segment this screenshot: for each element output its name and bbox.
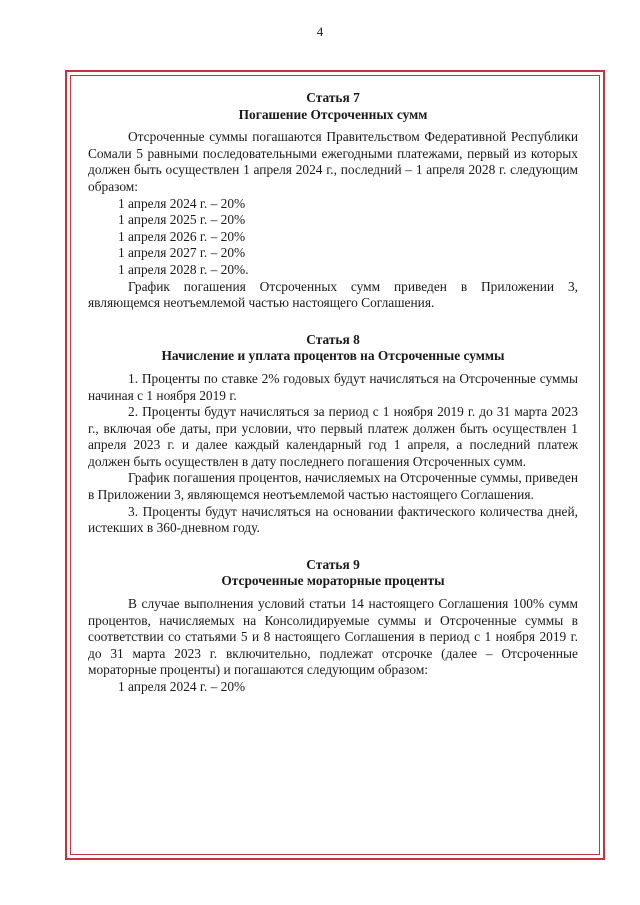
article-7-title: Погашение Отсроченных сумм [238, 106, 428, 122]
page-number: 4 [316, 24, 324, 39]
article-8-paragraph-2: 2. Проценты будут начисляться за период с 1 ноября 2019 г. до 31 марта 2023 г., включая обе даты, при условии, что первый платеж должен быть осуществлен 1 апреля 2023 г. и далее каждый календарный год 1 апреля, а последний платеж должен быть осуществлен в дату последнего погашения Отсроченных сумм. [88, 404, 578, 469]
article-7-paragraph-2: График погашения Отсроченных сумм приведен в Приложении 3, являющемся неотъемлемой частью настоящего Соглашения. [88, 278, 578, 311]
article-9 [88, 557, 578, 696]
schedule-line: 1 апреля 2028 г. – 20%. [118, 261, 249, 277]
document-body [88, 90, 578, 696]
article-8-paragraph-4: 3. Проценты будут начисляться на основании фактического количества дней, истекших в 360-дневном году. [88, 503, 578, 536]
article-7-paragraph-1: Отсроченные суммы погашаются Правительством Федеративной Республики Сомали 5 равными последовательными ежегодными платежами, первый из которых должен быть осуществлен 1 апреля 2024 г., последний – 1 апреля 2028 г. следующим образом: [88, 129, 578, 194]
article-9-paragraph-1: В случае выполнения условий статьи 14 настоящего Соглашения 100% сумм процентов, начисляемых на Консолидируемые суммы и Отсроченные суммы в соответствии со статьями 5 и 8 настоящего Соглашения в период с 1 ноября 2019 г. до 31 марта 2023 г. включительно, подлежат отсрочке (далее – Отсроченные мораторные проценты) и погашаются следующим образом: [88, 596, 578, 678]
article-7 [88, 90, 578, 312]
article-9-title: Отсроченные мораторные проценты [221, 573, 445, 589]
article-8 [88, 332, 578, 537]
schedule-line: 1 апреля 2027 г. – 20% [118, 245, 246, 261]
schedule-line: 1 апреля 2024 г. – 20% [118, 679, 246, 694]
schedule-line: 1 апреля 2024 г. – 20% [118, 195, 246, 211]
article-8-paragraph-1: 1. Проценты по ставке 2% годовых будут начисляться на Отсроченные суммы начиная с 1 ноября 2019 г. [88, 370, 578, 403]
article-9-number: Статья 9 [306, 556, 360, 572]
article-8-title: Начисление и уплата процентов на Отсроченные суммы [161, 348, 505, 364]
schedule-line: 1 апреля 2026 г. – 20% [118, 228, 246, 244]
article-8-number: Статья 8 [306, 331, 360, 347]
schedule-line: 1 апреля 2025 г. – 20% [118, 212, 246, 228]
article-7-number: Статья 7 [306, 90, 360, 105]
article-8-paragraph-3: График погашения процентов, начисляемых на Отсроченные суммы, приведен в Приложении 3, являющемся неотъемлемой частью настоящего Соглашения. [88, 470, 578, 503]
